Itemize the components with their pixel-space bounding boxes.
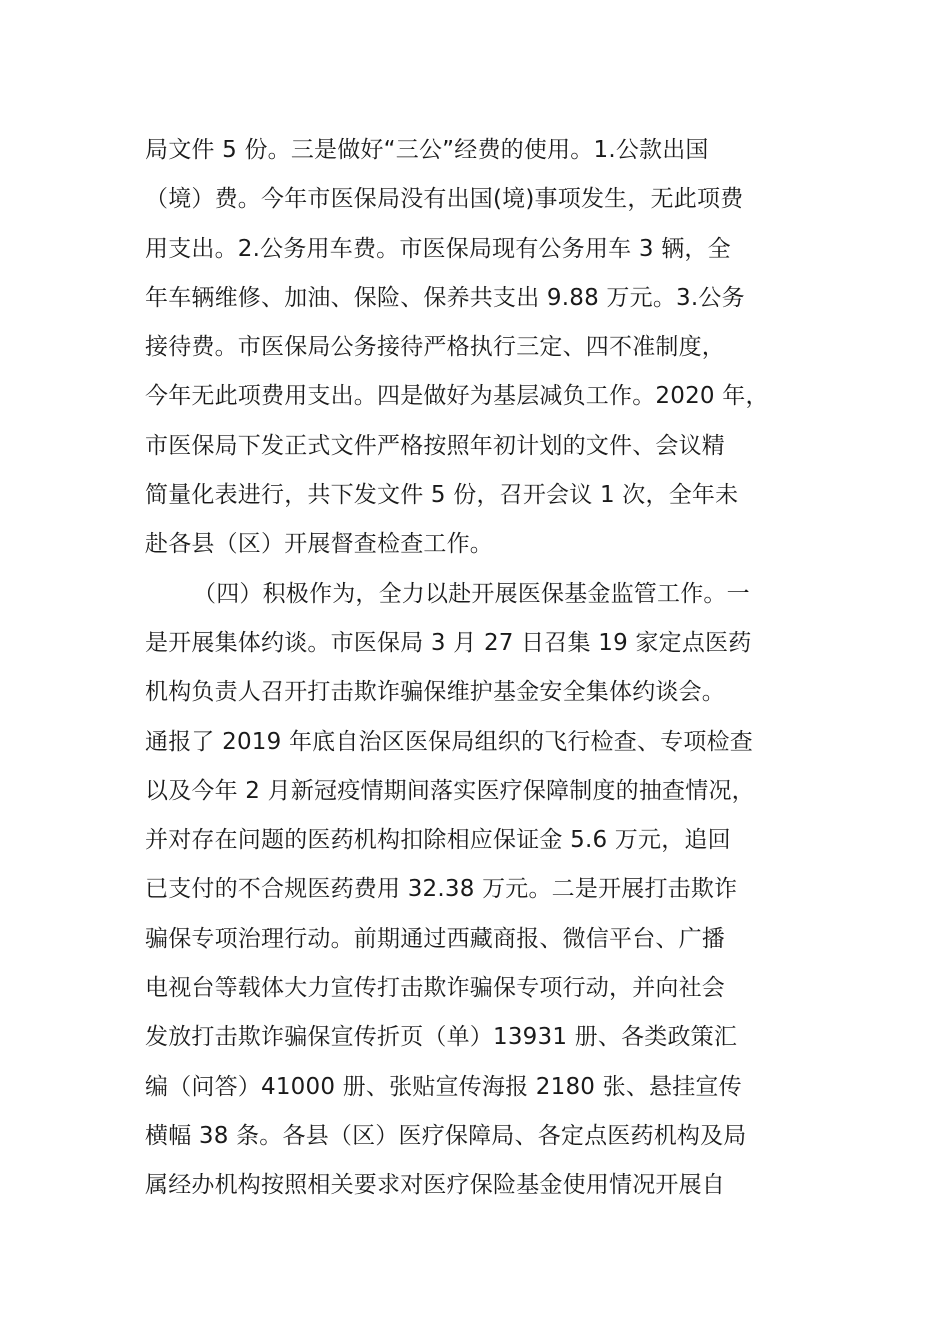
text-line: 横幅 38 条。各县（区）医疗保障局、各定点医药机构及局: [145, 1122, 747, 1149]
text-line: 属经办机构按照相关要求对医疗保险基金使用情况开展自: [145, 1172, 725, 1199]
text-line: 年车辆维修、加油、保险、保养共支出 9.88 万元。3.公务: [145, 284, 745, 311]
text-line: 已支付的不合规医药费用 32.38 万元。二是开展打击欺诈: [145, 876, 738, 903]
text-line: 今年无此项费用支出。四是做好为基层减负工作。2020 年，: [145, 383, 769, 410]
text-line: 赴各县（区）开展督查检查工作。: [145, 531, 493, 558]
text-line: 用支出。2.公务用车费。市医保局现有公务用车 3 辆，全: [145, 235, 731, 262]
text-line: 电视台等载体大力宣传打击欺诈骗保专项行动，并向社会: [145, 975, 725, 1002]
text-line: 发放打击欺诈骗保宣传折页（单）13931 册、各类政策汇: [145, 1024, 738, 1051]
text-line: 简量化表进行，共下发文件 5 份，召开会议 1 次，全年未: [145, 482, 739, 509]
text-line: 局文件 5 份。三是做好“三公”经费的使用。1.公款出国: [145, 137, 709, 163]
text-line: 骗保专项治理行动。前期通过西藏商报、微信平台、广播: [145, 925, 725, 952]
text-line: 通报了 2019 年底自治区医保局组织的飞行检查、专项检查: [145, 728, 753, 755]
body-text: [145, 126, 825, 1211]
text-line: 并对存在问题的医药机构扣除相应保证金 5.6 万元，追回: [145, 827, 731, 854]
text-line: 接待费。市医保局公务接待严格执行三定、四不准制度，: [145, 334, 725, 361]
paragraph-start-line: （四）积极作为，全力以赴开展医保基金监管工作。一: [193, 580, 750, 607]
text-line: 机构负责人召开打击欺诈骗保维护基金安全集体约谈会。: [145, 679, 725, 706]
text-line: 编（问答）41000 册、张贴宣传海报 2180 张、悬挂宣传: [145, 1073, 742, 1100]
text-line: 市医保局下发正式文件严格按照年初计划的文件、会议精: [145, 432, 725, 459]
text-line: 是开展集体约谈。市医保局 3 月 27 日召集 19 家定点医药: [145, 629, 752, 656]
text-line: 以及今年 2 月新冠疫情期间落实医疗保障制度的抽查情况，: [145, 777, 755, 804]
text-line: （境）费。今年市医保局没有出国(境)事项发生，无此项费: [145, 186, 744, 213]
